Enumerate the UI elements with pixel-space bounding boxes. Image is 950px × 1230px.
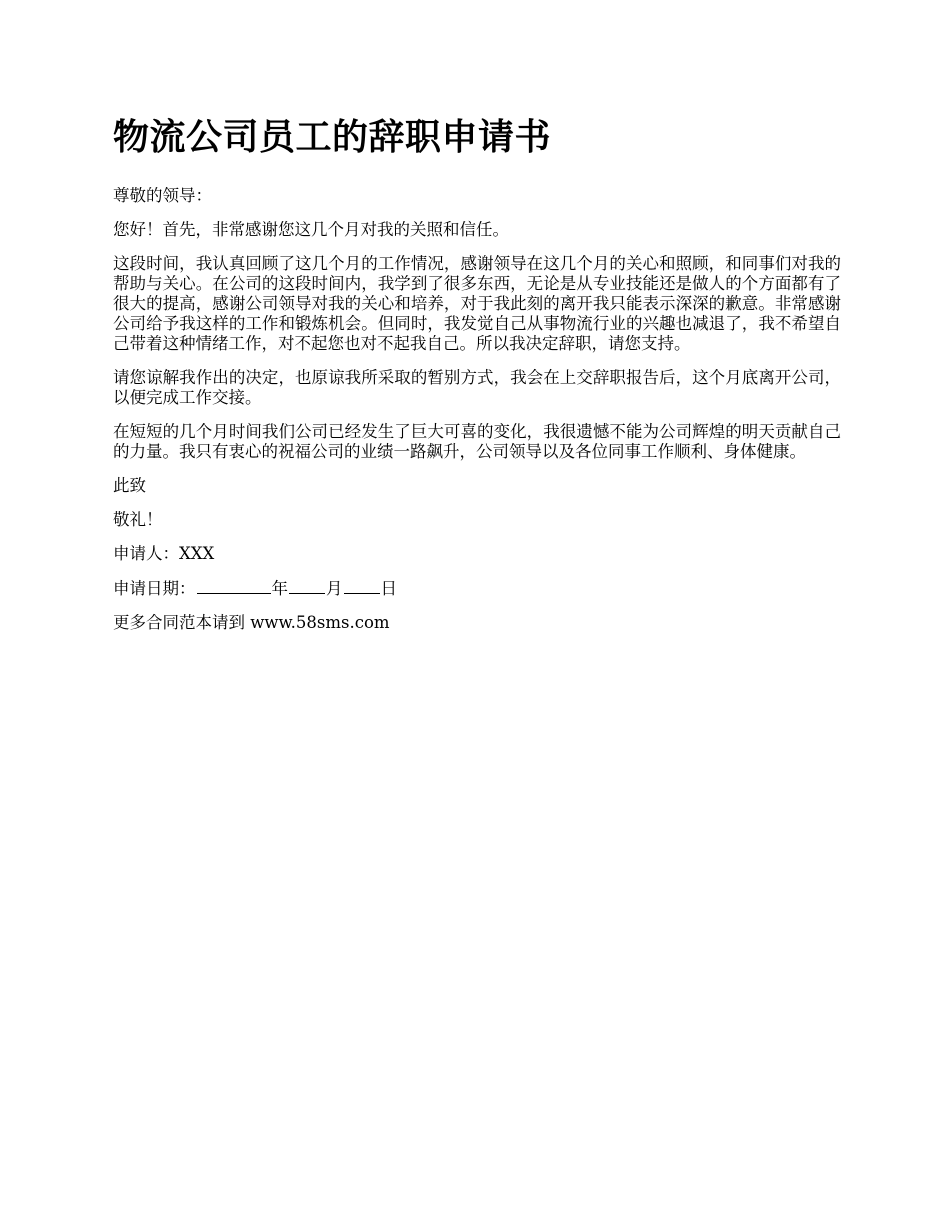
paragraph-request: 请您谅解我作出的决定，也原谅我所采取的暂别方式，我会在上交辞职报告后，这个月底离开公司，以便完成工作交接。 xyxy=(113,368,841,407)
closing-jing-li: 敬礼！ xyxy=(113,510,163,529)
date-year-unit: 年 xyxy=(271,579,288,598)
month-blank xyxy=(289,578,325,594)
date-line xyxy=(113,578,841,599)
paragraph-wishes: 在短短的几个月时间我们公司已经发生了巨大可喜的变化，我很遗憾不能为公司辉煌的明天贡献自己的力量。我只有衷心的祝福公司的业绩一路飙升，公司领导以及各位同事工作顺利、身体健康。 xyxy=(113,422,841,461)
paragraph-reflection: 这段时间，我认真回顾了这几个月的工作情况，感谢领导在这几个月的关心和照顾，和同事们对我的帮助与关心。在公司的这段时间内，我学到了很多东西，无论是从专业技能还是做人的个方面都有了很大的提高，感谢公司领导对我的关心和培养，对于我此刻的离开我只能表示深深的歉意。非常感谢公司给予我这样的工作和锻炼机会。但同时，我发觉自己从事物流行业的兴趣也减退了，我不希望自己带着这种情绪工作，对不起您也对不起我自己。所以我决定辞职，请您支持。 xyxy=(113,254,841,353)
day-blank xyxy=(344,578,380,594)
closing-ci-zhi: 此致 xyxy=(113,476,146,495)
paragraph-greeting: 您好！首先，非常感谢您这几个月对我的关照和信任。 xyxy=(113,220,509,239)
document-page xyxy=(113,110,841,647)
date-month-unit: 月 xyxy=(326,579,343,598)
applicant-line: 申请人：XXX xyxy=(113,544,215,563)
document-title: 物流公司员工的辞职申请书 xyxy=(113,116,552,158)
date-label: 申请日期： xyxy=(113,579,196,598)
salutation: 尊敬的领导： xyxy=(113,186,212,205)
year-blank xyxy=(197,578,271,594)
footer-note: 更多合同范本请到 www.58sms.com xyxy=(113,613,390,632)
date-day-unit: 日 xyxy=(380,579,397,598)
